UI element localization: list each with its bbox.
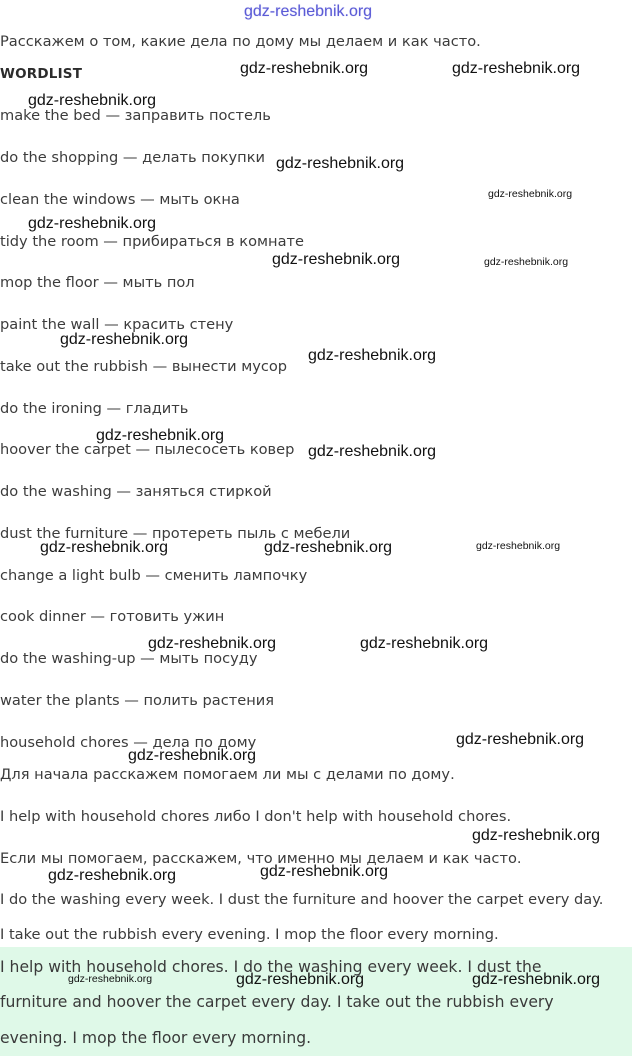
wordlist-item: do the washing — заняться стиркой: [0, 483, 272, 500]
answer-line: I help with household chores. I do the washing every week. I dust the: [0, 958, 542, 976]
wordlist-item: do the ironing — гладить: [0, 400, 189, 417]
intro-text: Расскажем о том, какие дела по дому мы делаем и как часто.: [0, 33, 481, 50]
watermark: gdz-reshebnik.org: [236, 971, 365, 988]
watermark: gdz-reshebnik.org: [488, 188, 573, 200]
watermark: gdz-reshebnik.org: [472, 971, 601, 988]
watermark: gdz-reshebnik.org: [40, 539, 169, 556]
watermark: gdz-reshebnik.org: [308, 347, 437, 364]
wordlist-item: paint the wall — красить стену: [0, 316, 234, 333]
watermark: gdz-reshebnik.org: [28, 92, 157, 109]
watermark: gdz-reshebnik.org: [48, 867, 177, 884]
wordlist-item: make the bed — заправить постель: [0, 107, 271, 124]
watermark: gdz-reshebnik.org: [276, 155, 405, 172]
answer-line: evening. I mop the floor every morning.: [0, 1029, 312, 1047]
watermark: gdz-reshebnik.org: [272, 251, 401, 268]
wordlist-item: tidy the room — прибираться в комнате: [0, 233, 305, 250]
watermark: gdz-reshebnik.org: [28, 215, 157, 232]
explanation-line: Для начала расскажем помогаем ли мы с делами по дому.: [0, 766, 455, 783]
wordlist-heading: WORDLIST: [0, 66, 83, 82]
wordlist-item: household chores — дела по дому: [0, 734, 257, 751]
wordlist-item: take out the rubbish — вынести мусор: [0, 358, 288, 375]
watermark: gdz-reshebnik.org: [68, 973, 153, 985]
watermark: gdz-reshebnik.org: [360, 635, 489, 652]
watermark: gdz-reshebnik.org: [484, 256, 569, 268]
watermark: gdz-reshebnik.org: [456, 731, 585, 748]
explanation-line: I do the washing every week. I dust the furniture and hoover the carpet every day.: [0, 891, 604, 908]
watermark: gdz-reshebnik.org: [96, 427, 225, 444]
wordlist-item: do the shopping — делать покупки: [0, 149, 266, 166]
watermark: gdz-reshebnik.org: [476, 540, 561, 552]
explanation-line: I help with household chores либо I don't help with household chores.: [0, 808, 512, 825]
wordlist-item: change a light bulb — сменить лампочку: [0, 567, 308, 584]
wordlist-item: dust the furniture — протереть пыль с мебели: [0, 525, 351, 542]
wordlist-item: cook dinner — готовить ужин: [0, 608, 225, 625]
watermark: gdz-reshebnik.org: [308, 443, 437, 460]
answer-line: furniture and hoover the carpet every day. I take out the rubbish every: [0, 993, 554, 1011]
explanation-line: Если мы помогаем, расскажем, что именно мы делаем и как часто.: [0, 850, 522, 867]
wordlist-item: hoover the carpet — пылесосеть ковер: [0, 441, 295, 458]
wordlist-item: clean the windows — мыть окна: [0, 191, 240, 208]
wordlist-item: water the plants — полить растения: [0, 692, 275, 709]
watermark: gdz-reshebnik.org: [240, 60, 369, 77]
watermark: gdz-reshebnik.org: [472, 827, 601, 844]
watermark: gdz-reshebnik.org: [148, 635, 277, 652]
watermark: gdz-reshebnik.org: [60, 331, 189, 348]
watermark: gdz-reshebnik.org: [452, 60, 581, 77]
answer-block: [0, 947, 632, 1056]
watermark: gdz-reshebnik.org: [260, 863, 389, 880]
watermark: gdz-reshebnik.org: [264, 539, 393, 556]
wordlist-item: mop the floor — мыть пол: [0, 274, 195, 291]
watermark-top: gdz-reshebnik.org: [244, 3, 373, 20]
watermark: gdz-reshebnik.org: [128, 747, 257, 764]
wordlist-item: do the washing-up — мыть посуду: [0, 650, 258, 667]
explanation-line: I take out the rubbish every evening. I mop the floor every morning.: [0, 926, 499, 943]
